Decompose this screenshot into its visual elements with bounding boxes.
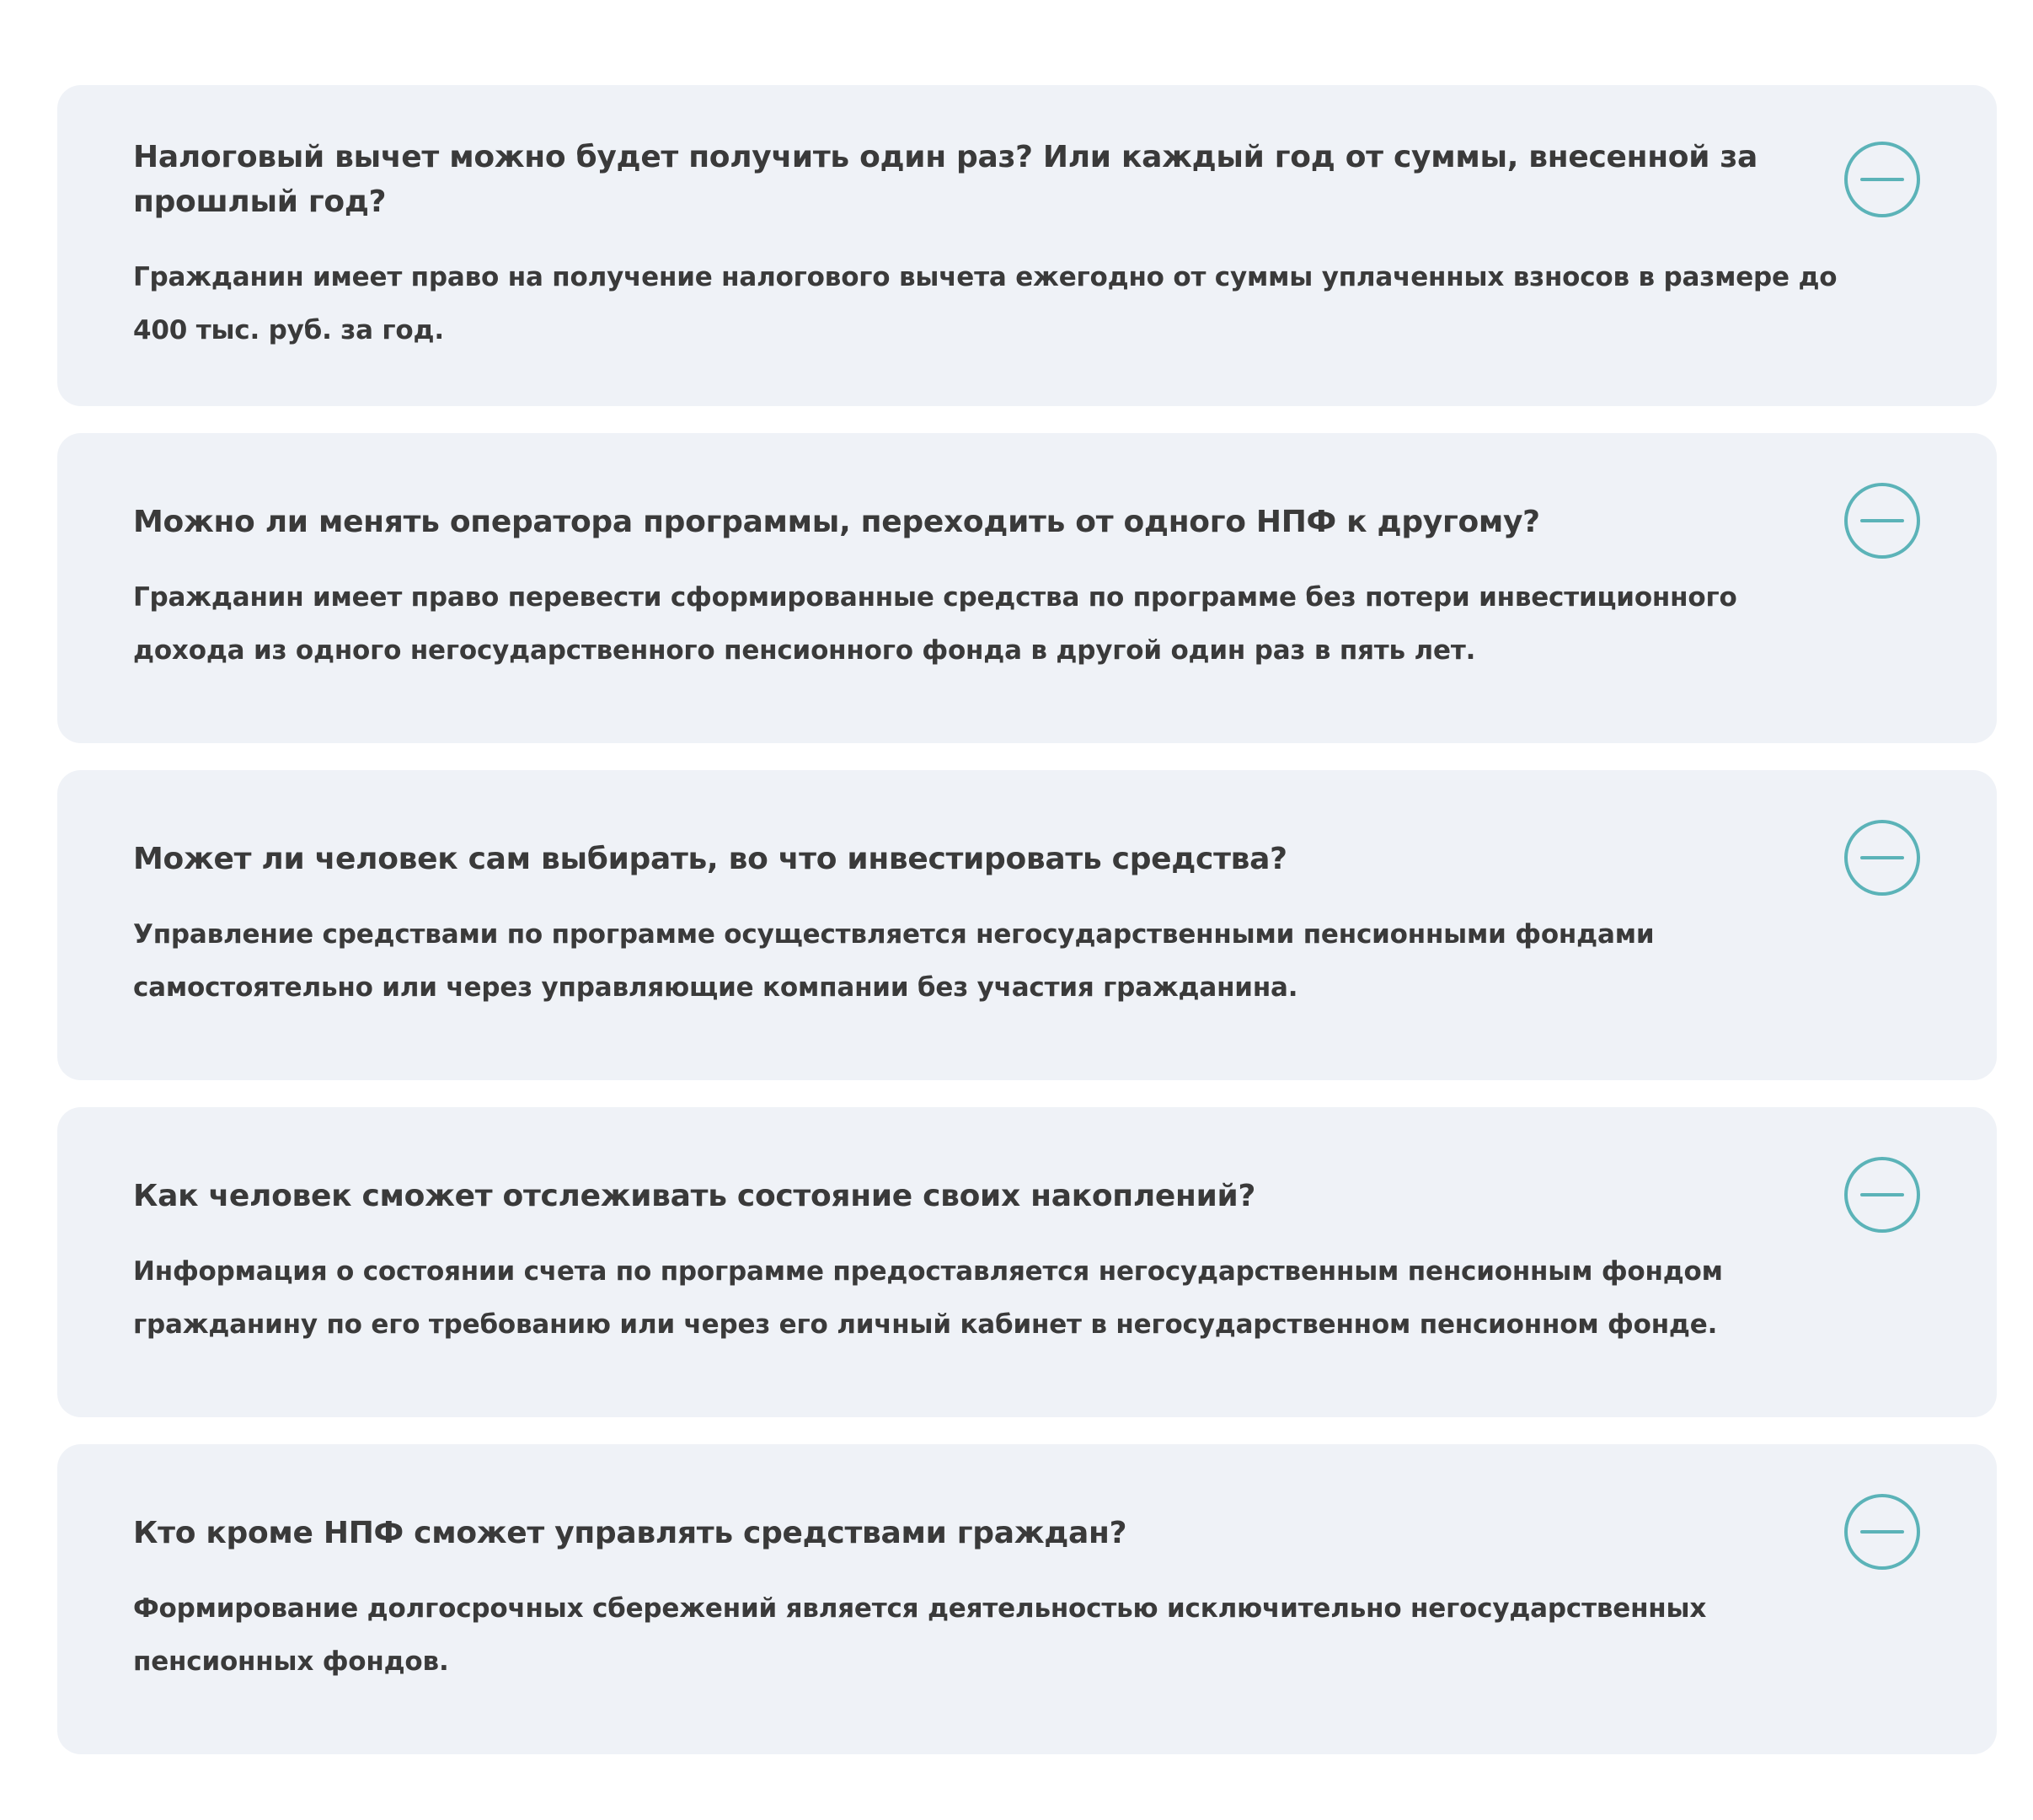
faq-item (57, 1444, 1997, 1754)
faq-item (57, 85, 1997, 406)
faq-list (57, 85, 1997, 1781)
minus-circle-icon (1843, 819, 1921, 897)
collapse-toggle-button[interactable] (1843, 141, 1921, 218)
minus-circle-icon (1843, 482, 1921, 559)
faq-item (57, 770, 1997, 1080)
faq-question[interactable]: Кто кроме НПФ сможет управлять средствами граждан? (133, 1515, 1127, 1550)
minus-circle-icon (1843, 1156, 1921, 1234)
faq-answer: Гражданин имеет право перевести сформированные средства по программе без потери инвестиционного дохода из одного негосударственного пенсионного фонда в другой один раз в пять лет. (133, 581, 1737, 666)
faq-item (57, 1107, 1997, 1417)
faq-answer: Формирование долгосрочных сбережений является деятельностью исключительно негосударственных пенсионных фондов. (133, 1592, 1707, 1677)
faq-answer: Управление средствами по программе осуществляется негосударственными пенсионными фондами самостоятельно или через управляющие компании без участия гражданина. (133, 918, 1655, 1003)
faq-item (57, 433, 1997, 743)
minus-circle-icon (1843, 1493, 1921, 1571)
faq-answer: Информация о состоянии счета по программе предоставляется негосударственным пенсионным фондом гражданину по его требованию или через его личный кабинет в негосударственном пенсионном фонде. (133, 1255, 1723, 1340)
collapse-toggle-button[interactable] (1843, 819, 1921, 897)
collapse-toggle-button[interactable] (1843, 1493, 1921, 1571)
faq-question[interactable]: Налоговый вычет можно будет получить один раз? Или каждый год от суммы, внесенной за прошлый год? (133, 139, 1757, 219)
minus-circle-icon (1843, 141, 1921, 218)
collapse-toggle-button[interactable] (1843, 482, 1921, 559)
collapse-toggle-button[interactable] (1843, 1156, 1921, 1234)
faq-answer: Гражданин имеет право на получение налогового вычета ежегодно от суммы уплаченных взносов в размере до 400 тыс. руб. за год. (133, 261, 1838, 345)
faq-question[interactable]: Может ли человек сам выбирать, во что инвестировать средства? (133, 841, 1287, 876)
faq-question[interactable]: Можно ли менять оператора программы, переходить от одного НПФ к другому? (133, 504, 1540, 539)
faq-question[interactable]: Как человек сможет отслеживать состояние своих накоплений? (133, 1178, 1256, 1213)
